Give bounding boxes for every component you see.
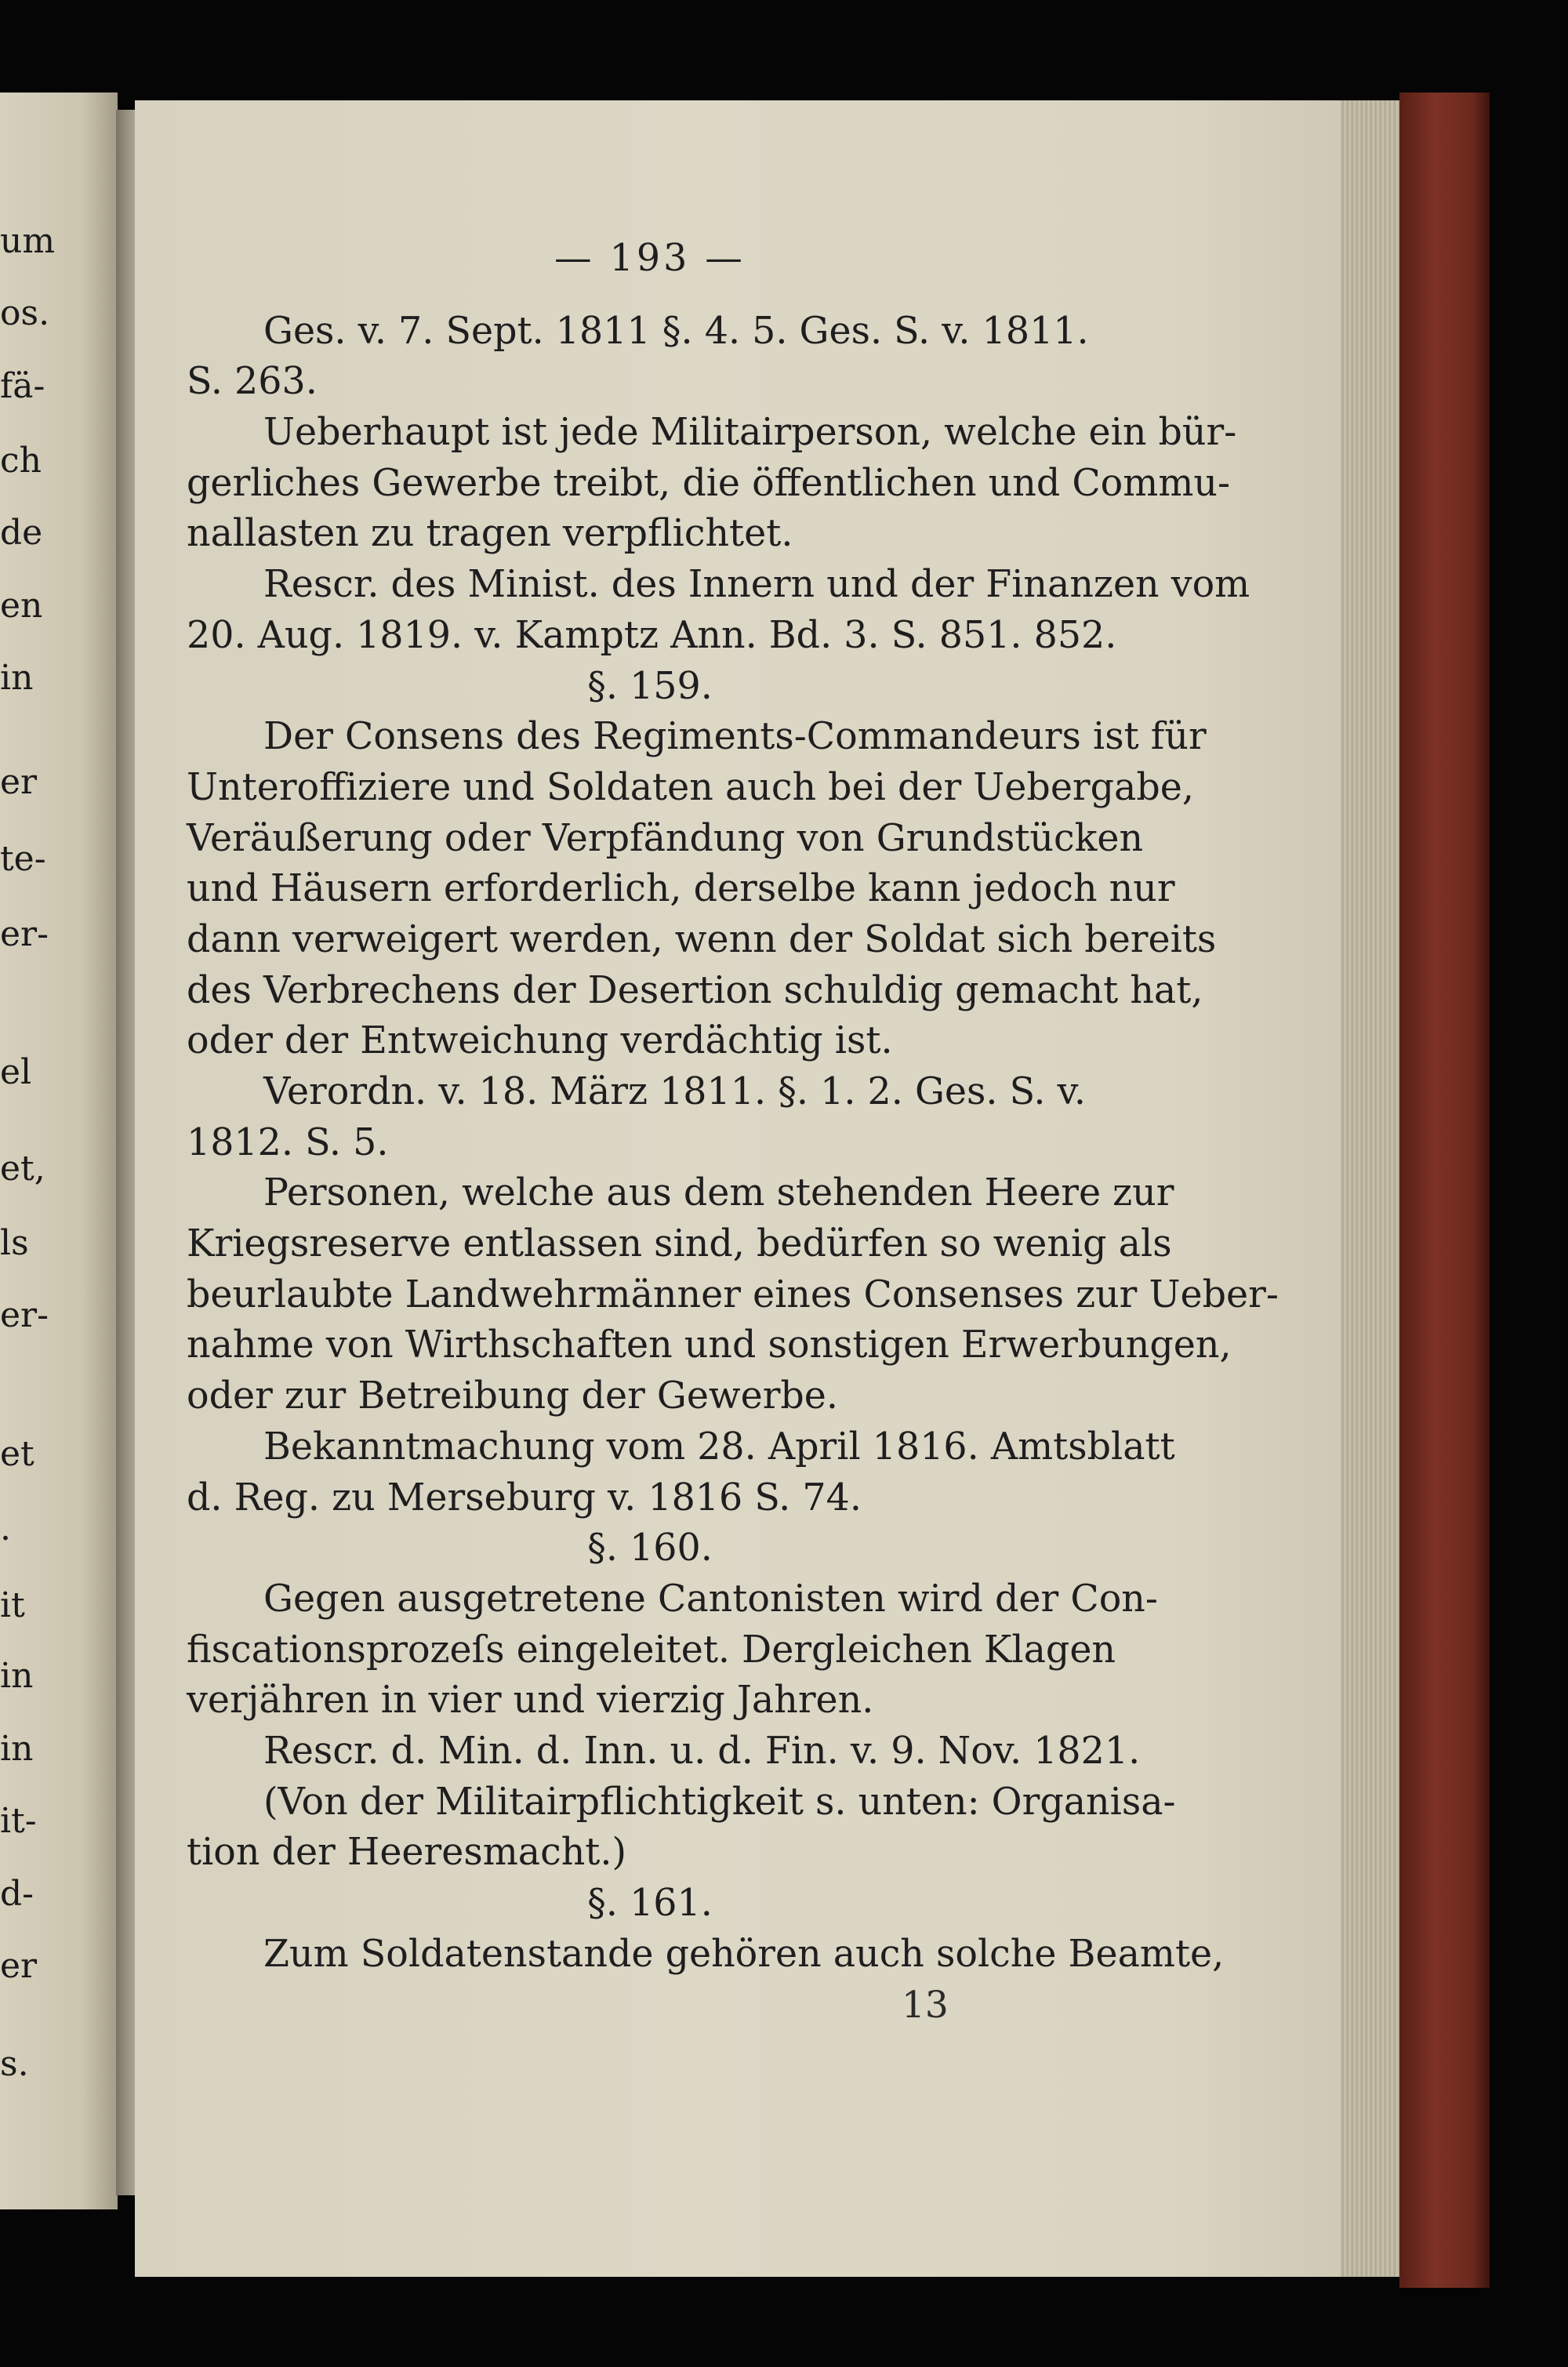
left-page-fragment: er xyxy=(0,762,38,803)
left-page-fragment: os. xyxy=(0,293,50,334)
left-page-fragment: te- xyxy=(0,839,46,880)
text-line: oder zur Betreibung der Gewerbe. xyxy=(187,1374,839,1418)
left-page-fragment: fä- xyxy=(0,365,45,406)
text-line: Ges. v. 7. Sept. 1811 §. 4. 5. Ges. S. v. 1811. xyxy=(263,309,1089,353)
page-fore-edge xyxy=(1341,100,1403,2277)
text-line: Kriegsreserve entlassen sind, bedürfen so wenig als xyxy=(187,1222,1172,1266)
left-page-fragment: en xyxy=(0,585,43,626)
page-number: — 193 — xyxy=(554,237,746,280)
text-line: des Verbrechens der Desertion schuldig gemacht hat, xyxy=(187,968,1203,1012)
left-page-fragment: um xyxy=(0,220,56,261)
signature-mark: 13 xyxy=(902,1984,949,2027)
page-text-block xyxy=(187,234,1279,1980)
text-line: Der Consens des Regiments-Commandeurs ist für xyxy=(263,715,1207,759)
left-page-fragment: ch xyxy=(0,440,42,481)
text-line: §. 159. xyxy=(587,664,713,708)
text-line: verjähren in vier und vierzig Jahren. xyxy=(187,1679,874,1723)
text-line: Bekanntmachung vom 28. April 1816. Amtsblatt xyxy=(263,1425,1175,1468)
text-line: Ueberhaupt ist jede Militairperson, welche ein bür- xyxy=(263,411,1237,455)
left-page-fragment: s. xyxy=(0,2044,29,2085)
left-page-fragment: in xyxy=(0,1728,34,1769)
text-line: Unteroffiziere und Soldaten auch bei der Uebergabe, xyxy=(187,765,1194,809)
text-line: 20. Aug. 1819. v. Kamptz Ann. Bd. 3. S. 851. 852. xyxy=(187,613,1117,657)
text-line: S. 263. xyxy=(187,360,318,404)
left-page-fragment: in xyxy=(0,1656,34,1697)
left-page-fragment: it- xyxy=(0,1801,37,1842)
text-line: Rescr. des Minist. des Innern und der Finanzen vom xyxy=(263,563,1250,607)
left-page-fragment: el xyxy=(0,1052,32,1093)
text-line: Gegen ausgetretene Cantonisten wird der Con- xyxy=(263,1577,1158,1621)
text-line: §. 161. xyxy=(587,1882,713,1925)
left-page-fragment: de xyxy=(0,513,43,554)
text-line: §. 160. xyxy=(587,1527,713,1570)
text-line: Verordn. v. 18. März 1811. §. 1. 2. Ges. S. v. xyxy=(263,1070,1086,1113)
text-line: Personen, welche aus dem stehenden Heere zur xyxy=(263,1171,1174,1215)
book-cover-edge xyxy=(1399,93,1490,2288)
text-line: tion der Heeresmacht.) xyxy=(187,1831,627,1875)
left-page-fragment: er xyxy=(0,1946,38,1987)
text-line: oder der Entweichung verdächtig ist. xyxy=(187,1019,893,1063)
left-page-fragment: et, xyxy=(0,1148,45,1189)
text-line: und Häusern erforderlich, derselbe kann jedoch nur xyxy=(187,867,1175,911)
left-page-fragment: . xyxy=(0,1508,11,1549)
left-page-fragment: et xyxy=(0,1434,34,1475)
text-line: gerliches Gewerbe treibt, die öffentlichen und Commu- xyxy=(187,461,1230,505)
text-line: beurlaubte Landwehrmänner eines Consenses zur Ueber- xyxy=(187,1272,1279,1316)
text-line: (Von der Militairpflichtigkeit s. unten: Organisa- xyxy=(263,1780,1176,1824)
left-page-fragment: er- xyxy=(0,913,49,954)
text-line: Veräußerung oder Verpfändung von Grundstücken xyxy=(187,816,1144,860)
left-page-fragment: d- xyxy=(0,1873,34,1914)
body-text xyxy=(187,307,1279,1980)
text-line: nahme von Wirthschaften und sonstigen Erwerbungen, xyxy=(187,1323,1232,1367)
text-line: fiscationsprozeſs eingeleitet. Dergleichen Klagen xyxy=(187,1628,1116,1672)
left-page-fragment: er- xyxy=(0,1295,49,1336)
left-page-fragment: in xyxy=(0,658,34,699)
text-line: nallasten zu tragen verpflichtet. xyxy=(187,512,793,556)
text-line: Zum Soldatenstande gehören auch solche Beamte, xyxy=(263,1932,1225,1976)
text-line: 1812. S. 5. xyxy=(187,1120,389,1164)
text-line: Rescr. d. Min. d. Inn. u. d. Fin. v. 9. Nov. 1821. xyxy=(263,1729,1141,1773)
left-page-fragment: it xyxy=(0,1585,25,1626)
left-page-fragment: ls xyxy=(0,1223,29,1263)
text-line: d. Reg. zu Merseburg v. 1816 S. 74. xyxy=(187,1476,862,1519)
text-line: dann verweigert werden, wenn der Soldat sich bereits xyxy=(187,917,1217,961)
